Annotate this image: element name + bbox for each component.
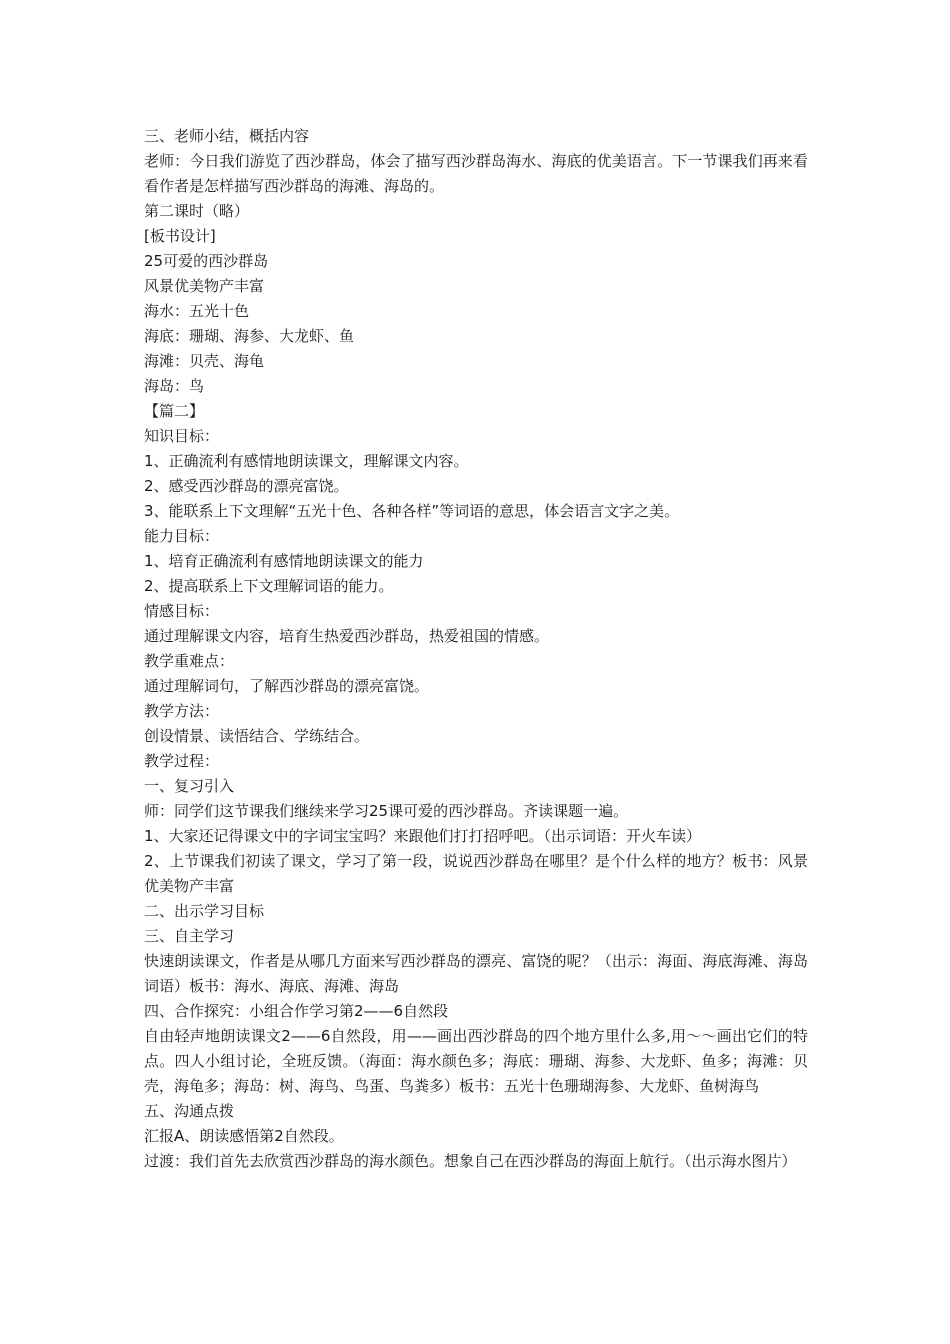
text-line: 1、大家还记得课文中的字词宝宝吗？来跟他们打打招呼吧。（出示词语：开火车读） <box>144 827 702 845</box>
text-line: 汇报A、朗读感悟第2自然段。 <box>144 1127 344 1145</box>
text-line: 三、自主学习 <box>144 927 235 945</box>
text-line: 教学重难点： <box>144 652 235 670</box>
text-line: 教学过程： <box>144 752 220 770</box>
text-line: 海水：五光十色 <box>144 302 250 320</box>
text-line: 五、沟通点拨 <box>144 1102 235 1120</box>
text-line: 通过理解课文内容，培育生热爱西沙群岛，热爱祖国的情感。 <box>144 627 550 645</box>
text-line: 情感目标： <box>144 602 220 620</box>
text-line: 风景优美物产丰富 <box>144 277 265 295</box>
text-line: 第二课时（略） <box>144 202 250 220</box>
paragraph: 2、上节课我们初读了课文，学习了第一段，说说西沙群岛在哪里？是个什么样的地方？板书：风景优美物产丰富 <box>144 852 808 895</box>
text-line: 三、老师小结，概括内容 <box>144 127 310 145</box>
text-line: 【篇二】 <box>144 402 205 420</box>
text-line: 海滩：贝壳、海龟 <box>144 352 265 370</box>
text-line: 1、正确流利有感情地朗读课文，理解课文内容。 <box>144 452 469 470</box>
document-body <box>144 124 808 1174</box>
text-line: 能力目标： <box>144 527 220 545</box>
paragraph: 过渡：我们首先去欣赏西沙群岛的海水颜色。想象自己在西沙群岛的海面上航行。（出示海水图片） <box>144 1152 797 1170</box>
text-line: 海底：珊瑚、海参、大龙虾、鱼 <box>144 327 355 345</box>
paragraph: 快速朗读课文，作者是从哪几方面来写西沙群岛的漂亮、富饶的呢？（出示：海面、海底海滩、海岛词语）板书：海水、海底、海滩、海岛 <box>144 952 808 995</box>
text-line: 通过理解词句，了解西沙群岛的漂亮富饶。 <box>144 677 430 695</box>
text-line: 海岛：鸟 <box>144 377 205 395</box>
text-line: 3、能联系上下文理解“五光十色、各种各样”等词语的意思，体会语言文字之美。 <box>144 502 680 520</box>
text-line: 知识目标： <box>144 427 220 445</box>
paragraph: 自由轻声地朗读课文2——6自然段，用——画出西沙群岛的四个地方里什么多,用～～画出它们的特点。四人小组讨论，全班反馈。（海面：海水颜色多；海底：珊瑚、海参、大龙虾、鱼多；海滩：贝壳，海龟多；海岛：树、海鸟、鸟蛋、鸟粪多）板书：五光十色珊瑚海参、大龙虾、鱼树海鸟 <box>144 1027 808 1095</box>
text-line: [板书设计] <box>144 227 216 245</box>
text-line: 一、复习引入 <box>144 777 235 795</box>
text-line: 1、培育正确流利有感情地朗读课文的能力 <box>144 552 424 570</box>
text-line: 四、合作探究：小组合作学习第2——6自然段 <box>144 1002 449 1020</box>
text-line: 师：同学们这节课我们继续来学习25课可爱的西沙群岛。齐读课题一遍。 <box>144 802 629 820</box>
text-line: 25可爱的西沙群岛 <box>144 252 269 270</box>
text-line: 2、感受西沙群岛的漂亮富饶。 <box>144 477 349 495</box>
text-line: 创设情景、读悟结合、学练结合。 <box>144 727 370 745</box>
text-line: 教学方法： <box>144 702 220 720</box>
paragraph: 老师：今日我们游览了西沙群岛，体会了描写西沙群岛海水、海底的优美语言。下一节课我们再来看看作者是怎样描写西沙群岛的海滩、海岛的。 <box>144 152 808 195</box>
text-line: 二、出示学习目标 <box>144 902 265 920</box>
text-line: 2、提高联系上下文理解词语的能力。 <box>144 577 394 595</box>
